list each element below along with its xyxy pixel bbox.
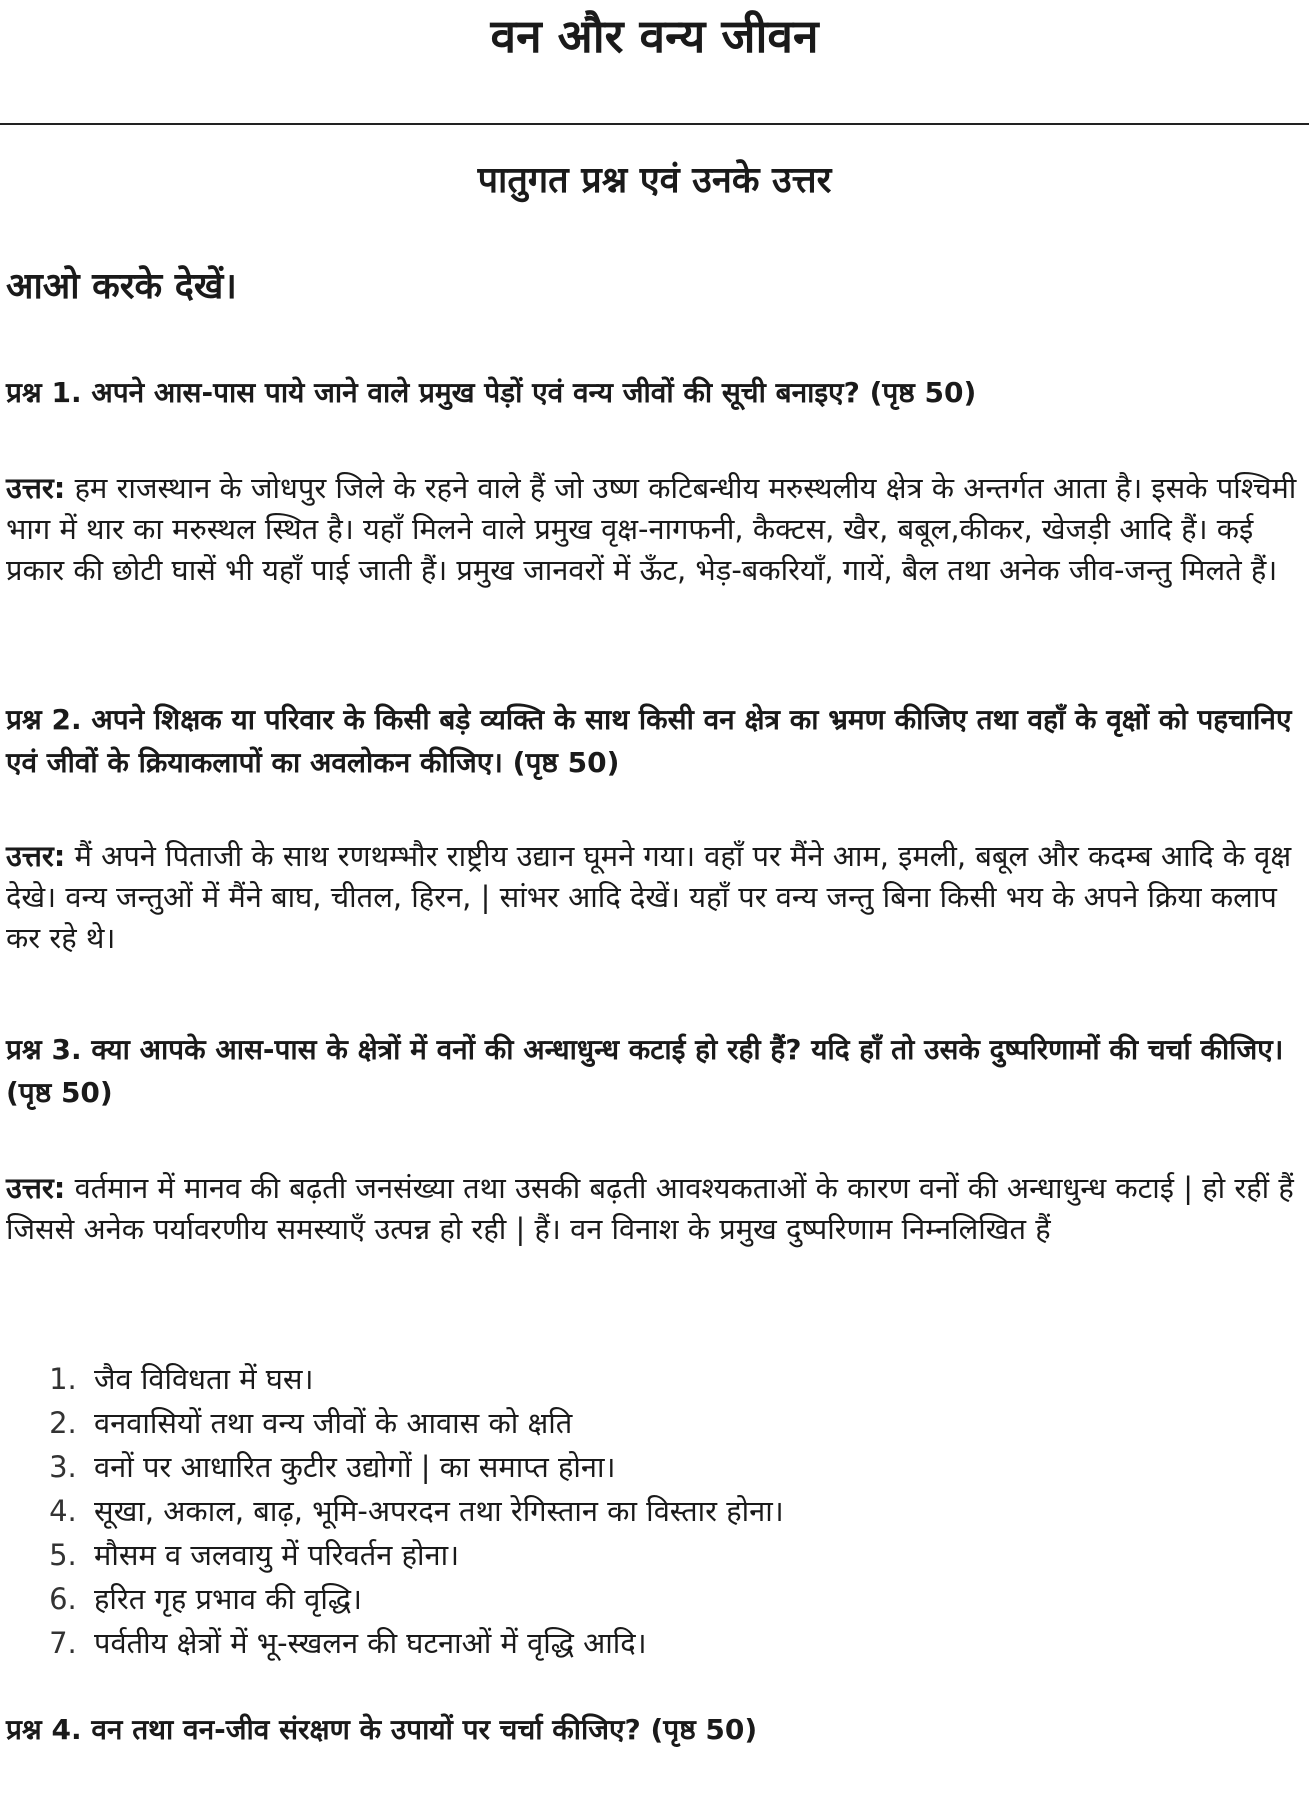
list-item: 2. वनवासियों तथा वन्य जीवों के आवास को क्षति [86, 1401, 1286, 1445]
question-3: प्रश्न 3. क्या आपके आस-पास के क्षेत्रों में वनों की अन्धाधुन्ध कटाई हो रही हैं? यदि हाँ तो उसके दुष्परिणामों की चर्चा कीजिए। (पृष्ठ 50) [6, 1033, 1284, 1109]
answer-3 [6, 1168, 1306, 1250]
answer-2-text: मैं अपने पिताजी के साथ रणथम्भौर राष्ट्रीय उद्यान घूमने गया। वहाँ पर मैंने आम, इमली, बबूल और कदम्ब आदि के वृक्ष देखे। वन्य जन्तुओं में मैंने बाघ, चीतल, हिरन, | सांभर आदि देखें। यहाँ पर वन्य जन्तु बिना किसी भय के अपने क्रिया कलाप कर रहे थे। [6, 839, 1292, 955]
page-title: वन और वन्य जीवन [490, 9, 819, 63]
title-divider [0, 123, 1309, 125]
list-item: 1. जैव विविधता में घस। [86, 1357, 1286, 1401]
answer-label: उत्तर: [6, 1171, 66, 1205]
list-item: 7. पर्वतीय क्षेत्रों में भू-स्खलन की घटनाओं में वृद्धि आदि। [86, 1621, 1286, 1665]
answer-3-text: वर्तमान में मानव की बढ़ती जनसंख्या तथा उसकी बढ़ती आवश्यकताओं के कारण वनों की अन्धाधुन्ध कटाई | हो रहीं हैं जिससे अनेक पर्यावरणीय समस्याएँ उत्पन्न हो रही | हैं। वन विनाश के प्रमुख दुष्परिणाम निम्नलिखित हैं [6, 1171, 1294, 1246]
list-item: 4. सूखा, अकाल, बाढ़, भूमि-अपरदन तथा रेगिस्तान का विस्तार होना। [86, 1489, 1286, 1533]
question-1: प्रश्न 1. अपने आस-पास पाये जाने वाले प्रमुख पेड़ों एवं वन्य जीवों की सूची बनाइए? (पृष्ठ 50) [6, 376, 977, 409]
question-2: प्रश्न 2. अपने शिक्षक या परिवार के किसी बड़े व्यक्ति के साथ किसी वन क्षेत्र का भ्रमण कीजिए तथा वहाँ के वृक्षों को पहचानिए एवं जीवों के क्रियाकलापों का अवलोकन कीजिए। (पृष्ठ 50) [6, 703, 1292, 779]
list-item: 6. हरित गृह प्रभाव की वृद्धि। [86, 1577, 1286, 1621]
consequences-list [40, 1357, 1286, 1665]
answer-label: उत्तर: [6, 839, 66, 873]
section-heading: आओ करके देखें। [6, 266, 237, 307]
answer-2 [6, 836, 1306, 959]
page-subtitle: पातुगत प्रश्न एवं उनके उत्तर [477, 160, 832, 201]
answer-label: उत्तर: [6, 471, 66, 505]
question-4: प्रश्न 4. वन तथा वन-जीव संरक्षण के उपायों पर चर्चा कीजिए? (पृष्ठ 50) [6, 1713, 758, 1746]
answer-1-text: हम राजस्थान के जोधपुर जिले के रहने वाले हैं जो उष्ण कटिबन्धीय मरुस्थलीय क्षेत्र के अन्तर्गत आता है। इसके पश्चिमी भाग में थार का मरुस्थल स्थित है। यहाँ मिलने वाले प्रमुख वृक्ष-नागफनी, कैक्टस, खैर, बबूल,कीकर, खेजड़ी आदि हैं। कई प्रकार की छोटी घासें भी यहाँ पाई जाती हैं। प्रमुख जानवरों में ऊँट, भेड़-बकरियाँ, गायें, बैल तथा अनेक जीव-जन्तु मिलते हैं। [6, 471, 1297, 587]
list-item: 5. मौसम व जलवायु में परिवर्तन होना। [86, 1533, 1286, 1577]
answer-1 [6, 468, 1306, 591]
list-item: 3. वनों पर आधारित कुटीर उद्योगों | का समाप्त होना। [86, 1445, 1286, 1489]
